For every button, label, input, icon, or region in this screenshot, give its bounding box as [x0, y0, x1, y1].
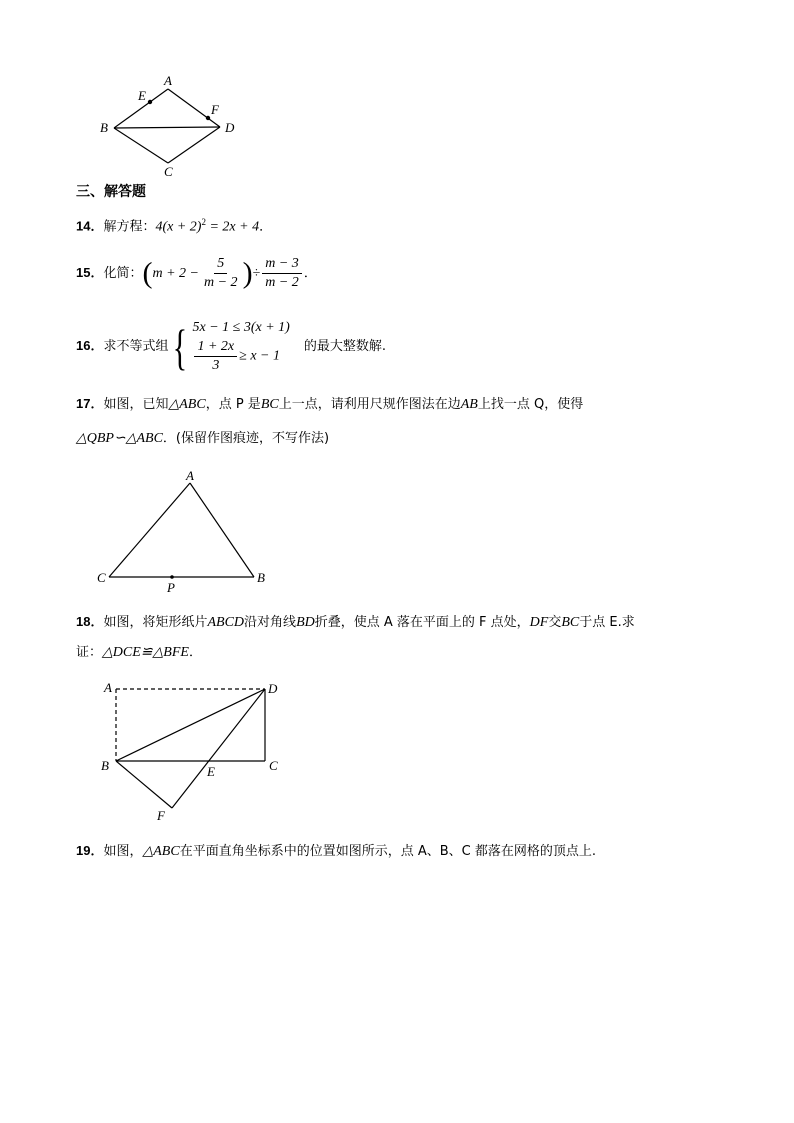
rhombus-figure — [90, 72, 250, 184]
section-title: 三、解答题 — [76, 184, 146, 200]
label-f: F — [157, 808, 165, 823]
fraction: $\frac{m - 3}{m - 2}$ — [262, 255, 302, 292]
label-e: E — [207, 764, 215, 779]
question-number: 18． — [76, 614, 104, 629]
question-18-line-2: 证：△DCE≌△BFE． — [76, 645, 202, 660]
question-15: 15．化简：(m + 2 − $\frac{5}{m - 2}$ )÷ $\frac{m - 3}{m - 2}$ ． — [76, 256, 317, 290]
point-e — [148, 100, 152, 104]
triangle-figure — [92, 468, 278, 596]
question-14: 14．解方程：$4(x + 2)^2 = 2x + 4$． — [76, 217, 273, 235]
question-number: 15． — [76, 265, 104, 280]
question-19: 19．如图，△ABC在平面直角坐标系中的位置如图所示，点 A、B、C 都落在网格的顶点上. — [76, 843, 596, 859]
fraction: $\frac{5}{m - 2}$ — [204, 256, 238, 290]
label-e: E — [138, 88, 146, 103]
label-d: D — [268, 681, 278, 696]
label-p: P — [167, 580, 175, 595]
label-c: C — [269, 758, 278, 773]
point-f — [206, 116, 210, 120]
label-b: B — [100, 120, 108, 135]
label-c: C — [164, 164, 173, 179]
question-17-line-2: △QBP∽△ABC．(保留作图痕迹，不写作法) — [76, 431, 330, 446]
label-a: A — [186, 468, 194, 483]
question-number: 14． — [76, 218, 104, 234]
label-f: F — [211, 102, 219, 117]
label-c: C — [97, 570, 106, 585]
question-number: 19． — [76, 843, 104, 858]
question-16: 16．求不等式组{ 5x − 1 ≤ 3(x + 1) $\frac{1 + 2x}{3}$ ≥ x − 1 的最大整数解. — [76, 318, 386, 375]
label-a: A — [104, 680, 112, 695]
label-b: B — [257, 570, 265, 585]
label-a: A — [164, 73, 172, 88]
question-number: 16． — [76, 338, 104, 353]
question-18-line-1: 18．如图，将矩形纸片ABCD沿对角线BD折叠，使点 A 落在平面上的 F 点处，DF交BC于点 E.求 — [76, 614, 635, 630]
point-p — [170, 575, 174, 579]
label-b: B — [101, 758, 109, 773]
rectangle-fold-figure — [95, 674, 295, 826]
question-17-line-1: 17．如图，已知△ABC，点 P 是BC上一点，请利用尺规作图法在边AB上找一点 Q，使得 — [76, 396, 584, 412]
label-d: D — [225, 120, 235, 135]
inequality-system: 5x − 1 ≤ 3(x + 1) $\frac{1 + 2x}{3}$ ≥ x − 1 — [192, 320, 290, 373]
question-number: 17． — [76, 396, 104, 411]
